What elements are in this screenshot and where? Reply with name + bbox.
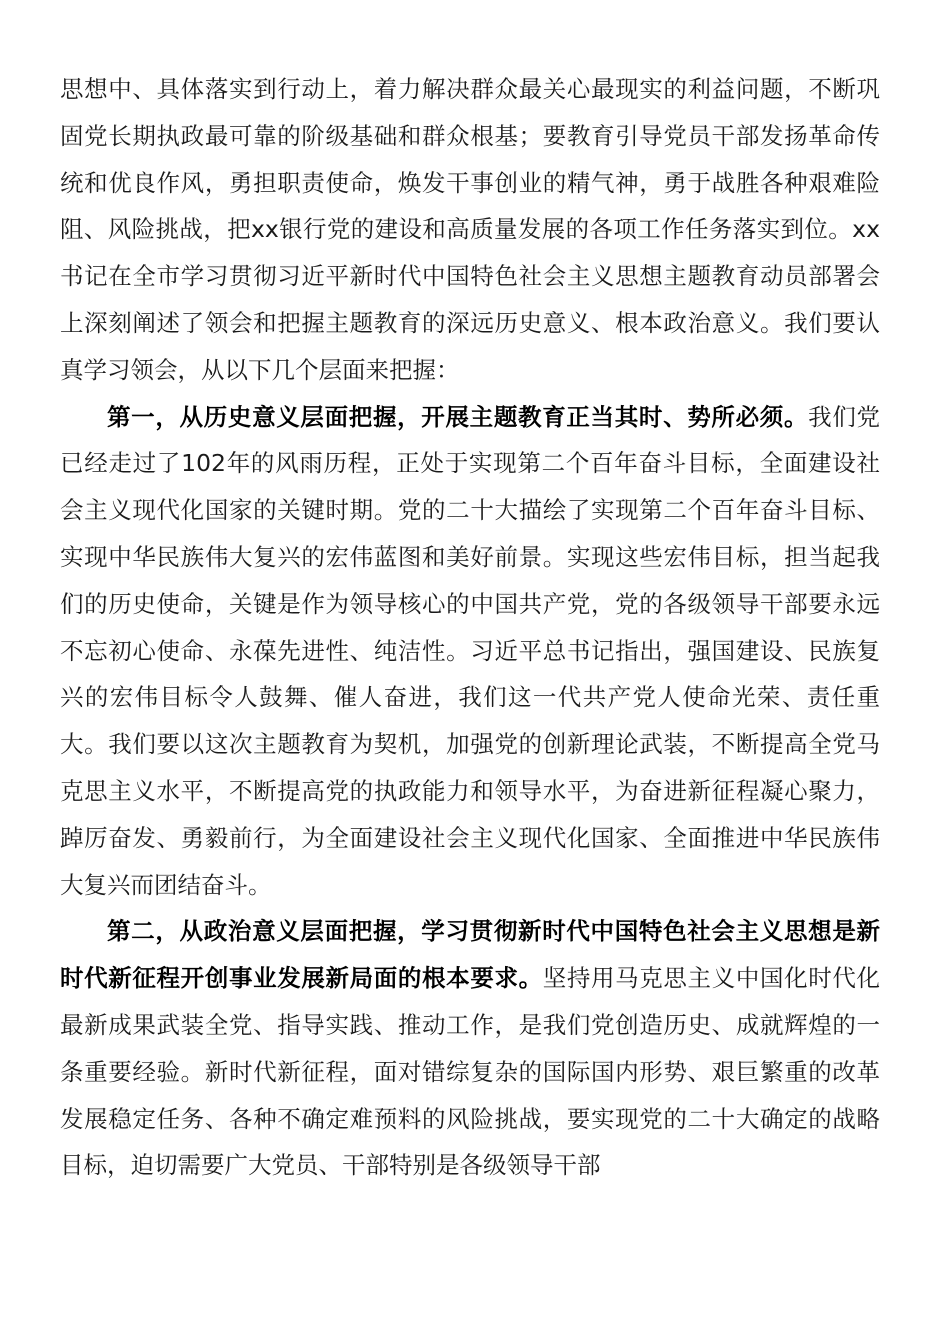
paragraph-lead-bold: 第二，从政治意义层面把握，学习贯彻新时代中国特色社会主义思想是新时代新征程开创事业发展新局面的根本要求。	[60, 917, 880, 993]
paragraph-text: 我们党已经走过了102年的风雨历程，正处于实现第二个百年奋斗目标，全面建设社会主义现代化国家的关键时期。党的二十大描绘了实现第二个百年奋斗目标、实现中华民族伟大复兴的宏伟蓝图和美好前景。实现这些宏伟目标，担当起我们的历史使命，关键是作为领导核心的中国共产党，党的各级领导干部要永远不忘初心使命、永葆先进性、纯洁性。习近平总书记指出，强国建设、民族复兴的宏伟目标令人鼓舞、催人奋进，我们这一代共产党人使命光荣、责任重大。我们要以这次主题教育为契机，加强党的创新理论武装，不断提高全党马克思主义水平，不断提高党的执政能力和领导水平，为奋进新征程凝心聚力，踔厉奋发、勇毅前行，为全面建设社会主义现代化国家、全面推进中华民族伟大复兴而团结奋斗。	[60, 402, 881, 899]
paragraph-continued	[60, 66, 880, 394]
paragraph-text: 思想中、具体落实到行动上，着力解决群众最关心最现实的利益问题，不断巩固党长期执政最可靠的阶级基础和群众根基；要教育引导党员干部发扬革命传统和优良作风，勇担职责使命，焕发干事创业的精气神，勇于战胜各种艰难险阻、风险挑战，把xx银行党的建设和高质量发展的各项工作任务落实到位。xx书记在全市学习贯彻习近平新时代中国特色社会主义思想主题教育动员部署会上深刻阐述了领会和把握主题教育的深远历史意义、根本政治意义。我们要认真学习领会，从以下几个层面来把握：	[60, 75, 880, 384]
document-body	[60, 66, 880, 1189]
paragraph-lead-bold: 第一，从历史意义层面把握，开展主题教育正当其时、势所必须。	[107, 402, 809, 431]
paragraph-text: 坚持用马克思主义中国化时代化最新成果武装全党、指导实践、推动工作，是我们党创造历史、成就辉煌的一条重要经验。新时代新征程，面对错综复杂的国际国内形势、艰巨繁重的改革发展稳定任务、各种不确定难预料的风险挑战，要实现党的二十大确定的战略目标，迫切需要广大党员、干部特别是各级领导干部	[60, 964, 881, 1180]
paragraph-historical-significance	[60, 394, 880, 909]
paragraph-political-significance	[60, 908, 880, 1189]
